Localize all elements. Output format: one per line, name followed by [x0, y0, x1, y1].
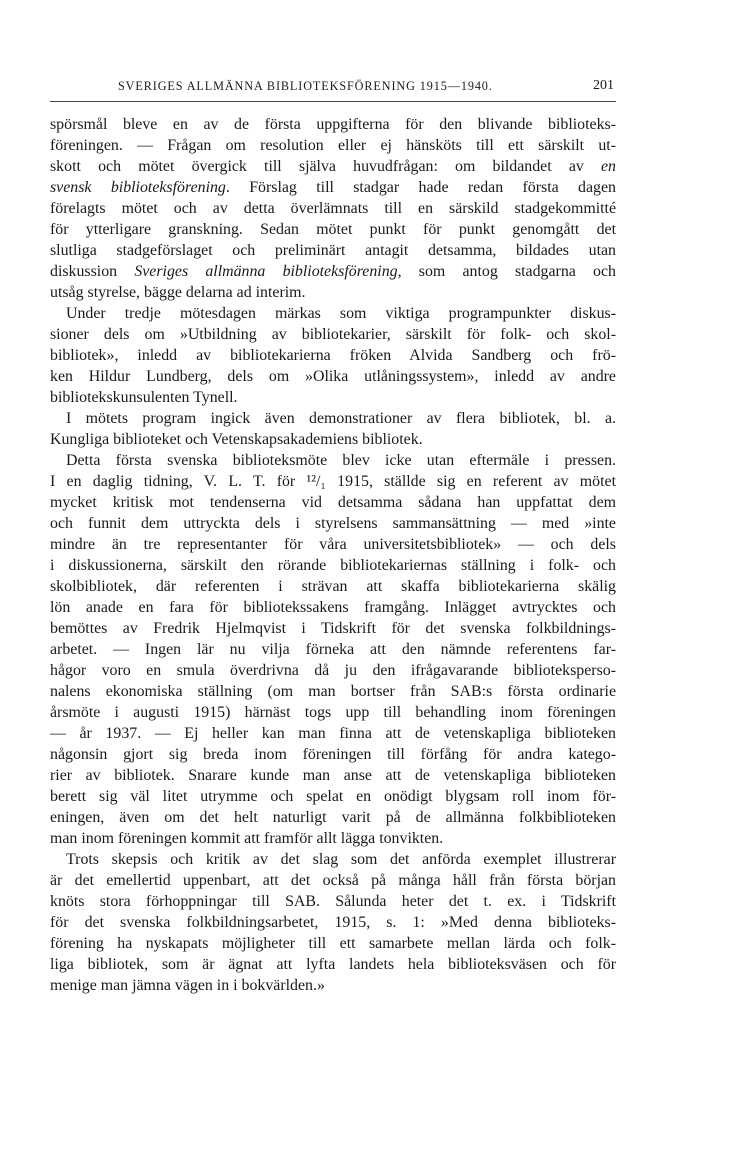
text-line — [50, 408, 616, 429]
text-segment: utsåg styrelse, bägge delarna ad interim. — [50, 284, 306, 301]
text-line — [50, 156, 616, 177]
text-line — [50, 828, 616, 849]
text-line — [50, 261, 616, 282]
text-segment: liga bibliotek, som är ägnat att lyfta landets hela biblioteksväsen och för — [50, 956, 616, 973]
text-segment: Detta första svenska biblioteksmöte blev icke utan eftermäle i pressen. — [66, 452, 616, 469]
text-line — [50, 303, 616, 324]
text-segment: skolbibliotek, där referenten i strävan att skaffa bibliotekarierna skälig — [50, 578, 616, 595]
page-header — [50, 79, 616, 102]
text-segment: för ytterligare granskning. Sedan mötet punkt för punkt genomgått det — [50, 221, 616, 238]
text-segment: årsmöte i augusti 1915) härnäst togs upp till behandling inom föreningen — [50, 704, 616, 721]
text-line — [50, 765, 616, 786]
text-line — [50, 198, 616, 219]
text-segment: någonsin gjort sig breda inom föreningen till förfång för andra katego- — [50, 746, 616, 763]
text-segment: — år 1937. — Ej heller kan man finna att de vetenskapliga biblioteken — [50, 725, 616, 742]
text-line — [50, 114, 616, 135]
text-segment: Trots skepsis och kritik av det slag som det anförda exemplet illustrerar — [66, 851, 616, 868]
text-segment: mindre än tre representanter för våra universitetsbibliotek» — och dels — [50, 536, 616, 553]
text-segment: skott och mötet övergick till själva huvudfrågan: om bildandet av — [50, 158, 601, 175]
text-line — [50, 387, 616, 408]
text-line — [50, 219, 616, 240]
text-segment: föreningen. — Frågan om resolution eller ej hänsköts till ett särskilt ut- — [50, 137, 616, 154]
running-head: SVERIGES ALLMÄNNA BIBLIOTEKSFÖRENING 1915—1940. — [118, 79, 493, 93]
text-segment: spörsmål bleve en av de första uppgifterna för den blivande biblioteks- — [50, 116, 616, 133]
text-segment: lön anade en fara för bibliotekssakens framgång. Inlägget avtrycktes och — [50, 599, 616, 616]
italic-text: Sveriges allmänna biblioteksförening — [134, 263, 398, 280]
text-segment: i diskussionerna, särskilt den rörande bibliotekariernas ställning i folk- och — [50, 557, 616, 574]
paragraph — [50, 849, 616, 996]
paragraph — [50, 114, 616, 303]
text-line — [50, 135, 616, 156]
text-segment: slutliga stadgeförslaget och preliminärt antagit detsamma, bildades utan — [50, 242, 616, 259]
paragraph — [50, 303, 616, 408]
text-segment: mycket kritisk mot tendenserna vid detsamma sådana han uppfattat dem — [50, 494, 616, 511]
text-segment: . Förslag till stadgar hade redan första dagen — [225, 179, 616, 196]
text-line — [50, 240, 616, 261]
text-line — [50, 324, 616, 345]
page-number: 201 — [593, 78, 614, 93]
text-segment: nalens ekonomiska ställning (om man bortser från SAB:s första ordinarie — [50, 683, 616, 700]
text-line — [50, 723, 616, 744]
text-line — [50, 492, 616, 513]
text-segment: knöts stora förhoppningar till SAB. Sålunda heter det t. ex. i Tidskrift — [50, 893, 616, 910]
italic-text: svensk biblioteksförening — [50, 179, 226, 196]
text-segment: förelagts mötet och av detta överlämnats till en särskild stadgekommitté — [50, 200, 616, 217]
text-line — [50, 786, 616, 807]
text-segment: och funnit dem uttryckta dels i styrelsens sammansättning — med »inte — [50, 515, 616, 532]
text-line — [50, 639, 616, 660]
text-line — [50, 450, 616, 471]
text-segment: hågor voro en smula överdrivna då ju den ifrågavarande bibliotekspersо- — [50, 662, 616, 679]
text-line — [50, 366, 616, 387]
text-segment: berett sig väl litet utrymme och spelat en onödigt blygsam roll inom för- — [50, 788, 616, 805]
text-line — [50, 597, 616, 618]
text-line — [50, 534, 616, 555]
text-line — [50, 177, 616, 198]
text-segment: man inom föreningen kommit att framför allt lägga tonvikten. — [50, 830, 444, 847]
text-line — [50, 660, 616, 681]
text-line — [50, 891, 616, 912]
text-segment: för det svenska folkbildningsarbetet, 1915, s. 1: »Med denna biblioteks- — [50, 914, 616, 931]
text-segment: ken Hildur Lundberg, dels om »Olika utlåningssystem», inledd av andre — [50, 368, 616, 385]
text-segment: bibliotek», inledd av bibliotekarierna fröken Alvida Sandberg och frö- — [50, 347, 616, 364]
text-line — [50, 429, 616, 450]
text-segment: förening ha nyskapats möjligheter till ett samarbete mellan lärda och folk- — [50, 935, 616, 952]
text-line — [50, 744, 616, 765]
paragraph — [50, 408, 616, 450]
text-line — [50, 282, 616, 303]
text-line — [50, 345, 616, 366]
text-line — [50, 513, 616, 534]
text-segment: I en daglig tidning, V. L. T. för ¹²/₁ 1915, ställde sig en referent av mötet — [50, 473, 616, 490]
text-line — [50, 933, 616, 954]
text-segment: bemöttes av Fredrik Hjelmqvist i Tidskrift för det svenska folkbildnings- — [50, 620, 616, 637]
text-line — [50, 618, 616, 639]
text-segment: menige man jämna vägen in i bokvärlden.» — [50, 977, 325, 994]
text-segment: bibliotekskunsulenten Tynell. — [50, 389, 238, 406]
text-line — [50, 555, 616, 576]
text-line — [50, 471, 616, 492]
text-segment: , som antog stadgarna och — [397, 263, 616, 280]
text-line — [50, 912, 616, 933]
text-line — [50, 576, 616, 597]
text-segment: sioner dels om »Utbildning av bibliotekarier, särskilt för folk- och skol- — [50, 326, 616, 343]
text-line — [50, 681, 616, 702]
text-line — [50, 954, 616, 975]
text-segment: rier av bibliotek. Snarare kunde man anse att de vetenskapliga biblioteken — [50, 767, 616, 784]
italic-text: en — [601, 158, 616, 175]
text-segment: eningen, även om det helt naturligt varit på de allmänna folkbiblioteken — [50, 809, 616, 826]
text-line — [50, 807, 616, 828]
text-line — [50, 870, 616, 891]
text-line — [50, 975, 616, 996]
text-segment: I mötets program ingick även demonstrationer av flera bibliotek, bl. a. — [66, 410, 616, 427]
text-line — [50, 849, 616, 870]
paragraph — [50, 450, 616, 849]
text-segment: arbetet. — Ingen lär nu vilja förneka att den nämnde referentens far- — [50, 641, 616, 658]
text-segment: diskussion — [50, 263, 135, 280]
text-segment: Kungliga biblioteket och Vetenskapsakademiens bibliotek. — [50, 431, 423, 448]
body-text — [50, 114, 616, 996]
text-segment: Under tredje mötesdagen märkas som viktiga programpunkter diskus- — [66, 305, 616, 322]
text-line — [50, 702, 616, 723]
text-segment: är det emellertid uppenbart, att det också på många håll från första början — [50, 872, 616, 889]
